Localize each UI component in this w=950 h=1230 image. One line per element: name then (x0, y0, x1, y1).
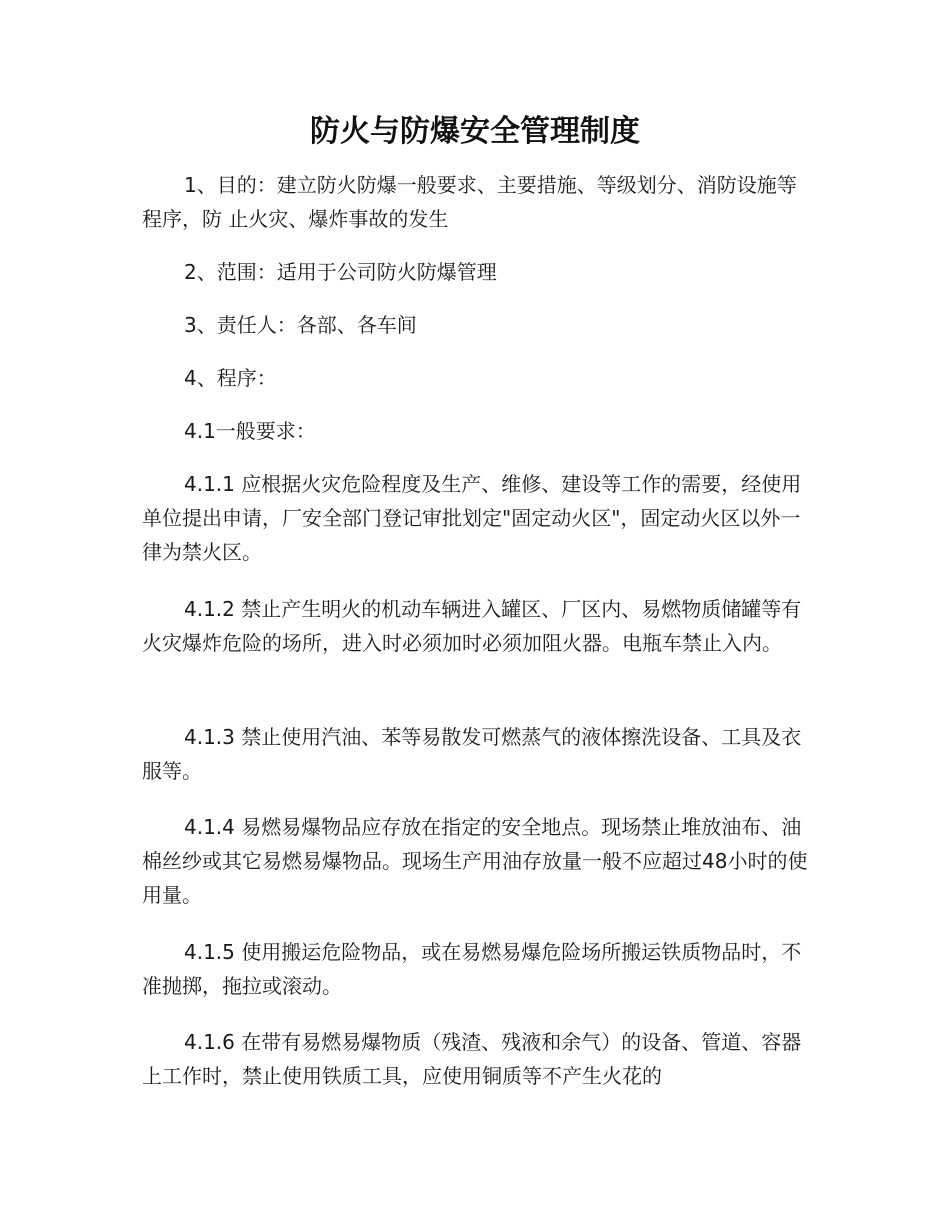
paragraph-scope: 2、范围：适用于公司防火防爆管理 (184, 260, 497, 284)
paragraph-4-1-4: 4.1.4 易燃易爆物品应存放在指定的安全地点。现场禁止堆放油布、油棉丝纱或其它易燃易爆物品。现场生产用油存放量一般不应超过48小时的使用量。 (142, 815, 808, 907)
paragraph-general-requirements: 4.1一般要求： (184, 419, 316, 443)
paragraph-4-1-1: 4.1.1 应根据火灾危险程度及生产、维修、建设等工作的需要，经使用单位提出申请，厂安全部门登记审批划定"固定动火区"，固定动火区以外一律为禁火区。 (142, 472, 802, 564)
paragraph-responsible: 3、责任人：各部、各车间 (184, 313, 417, 337)
paragraph-4-1-3: 4.1.3 禁止使用汽油、苯等易散发可燃蒸气的液体擦洗设备、工具及衣服等。 (142, 725, 802, 783)
paragraph-4-1-5: 4.1.5 使用搬运危险物品，或在易燃易爆危险场所搬运铁质物品时，不准抛掷，拖拉或滚动。 (142, 940, 802, 998)
document-title: 防火与防爆安全管理制度 (310, 114, 640, 149)
paragraph-4-1-6: 4.1.6 在带有易燃易爆物质（残渣、残液和余气）的设备、管道、容器上工作时，禁止使用铁质工具，应使用铜质等不产生火花的 (142, 1030, 802, 1088)
paragraph-4-1-2: 4.1.2 禁止产生明火的机动车辆进入罐区、厂区内、易燃物质储罐等有火灾爆炸危险的场所，进入时必须加时必须加阻火器。电瓶车禁止入内。 (142, 597, 802, 655)
paragraph-purpose: 1、目的：建立防火防爆一般要求、主要措施、等级划分、消防设施等程序，防 止火灾、爆炸事故的发生 (142, 173, 797, 231)
paragraph-procedure: 4、程序： (184, 366, 277, 390)
